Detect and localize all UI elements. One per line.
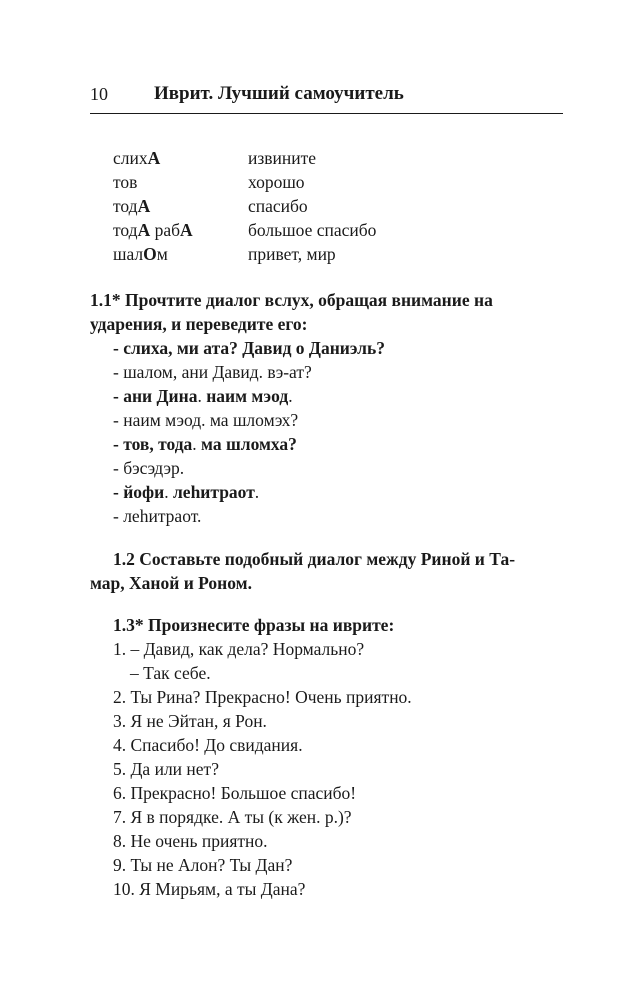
- text-run: - бэсэдэр.: [113, 458, 185, 478]
- vocab-row: [113, 170, 533, 194]
- running-title: Иврит. Лучший самоучитель: [154, 83, 404, 104]
- hebrew-term: [113, 242, 168, 266]
- text-run: раб: [150, 220, 181, 240]
- text-run: м: [156, 244, 168, 264]
- exercise-instruction: 1.2 Составьте подобный диалог между Риной и Та-: [113, 549, 516, 569]
- phrase-item: 8. Не очень приятно.: [113, 831, 268, 851]
- vocab-row: [113, 146, 533, 170]
- text-run: .: [197, 386, 207, 406]
- phrase-item: 7. Я в порядке. А ты (к жен. р.)?: [113, 807, 352, 827]
- phrase-item: 4. Спасибо! До свидания.: [113, 735, 303, 755]
- text-run: леһитраот: [172, 482, 255, 502]
- text-run: шал: [113, 244, 144, 264]
- dialog: [90, 336, 565, 528]
- exercise-instruction: мар, Ханой и Роном.: [90, 573, 252, 593]
- phrase-item: – Так себе.: [130, 663, 211, 683]
- text-run: А: [137, 220, 151, 240]
- exercise-1-2: [90, 547, 565, 595]
- text-run: тод: [113, 220, 138, 240]
- phrase-item: 5. Да или нет?: [113, 759, 219, 779]
- text-run: наим мэод: [206, 386, 289, 406]
- exercise-instruction: 1.1* Прочтите диалог вслух, обращая внимание на: [90, 290, 493, 310]
- vocab-row: [113, 218, 533, 242]
- page-header: [90, 84, 563, 112]
- russian-gloss: хорошо: [248, 172, 305, 192]
- dialog-line: [90, 360, 565, 384]
- vocabulary-list: [113, 146, 533, 266]
- exercise-instruction: ударения, и переведите его:: [90, 314, 308, 334]
- text-run: .: [288, 386, 293, 406]
- phrase-list: [90, 637, 565, 901]
- vocab-row: [113, 242, 533, 266]
- text-run: слих: [113, 148, 148, 168]
- text-run: .: [254, 482, 260, 502]
- exercise-1-1: [90, 288, 565, 528]
- text-run: тод: [113, 196, 138, 216]
- text-run: А: [180, 220, 193, 240]
- page-number: 10: [90, 84, 108, 104]
- vocab-row: [113, 194, 533, 218]
- text-run: - леһитраот.: [113, 506, 202, 526]
- text-run: - шалом, ани Давид. вэ-ат?: [113, 362, 312, 382]
- text-run: - йофи: [113, 482, 165, 502]
- dialog-line: [90, 504, 565, 528]
- hebrew-term: [113, 218, 193, 242]
- phrase-item: 2. Ты Рина? Прекрасно! Очень приятно.: [113, 687, 412, 707]
- text-run: - ани Дина: [113, 386, 198, 406]
- dialog-line: [90, 456, 565, 480]
- russian-gloss: большое спасибо: [248, 220, 377, 240]
- text-run: .: [192, 434, 202, 454]
- text-run: - тов, тода: [113, 434, 193, 454]
- hebrew-term: [113, 170, 137, 194]
- russian-gloss: спасибо: [248, 196, 308, 216]
- exercise-title: 1.3* Произнесите фразы на иврите:: [113, 615, 395, 635]
- dialog-line: [90, 336, 565, 360]
- text-run: А: [137, 196, 151, 216]
- phrase-item: 1. – Давид, как дела? Нормально?: [113, 639, 365, 659]
- dialog-line: [90, 384, 565, 408]
- dialog-line: [90, 480, 565, 504]
- text-run: - наим мэод. ма шломэх?: [113, 410, 299, 430]
- phrase-item: 6. Прекрасно! Большое спасибо!: [113, 783, 357, 803]
- header-rule: [90, 113, 563, 114]
- text-run: О: [143, 244, 157, 264]
- russian-gloss: привет, мир: [248, 244, 336, 264]
- text-run: ма шломха?: [201, 434, 297, 454]
- hebrew-term: [113, 194, 150, 218]
- dialog-line: [90, 408, 565, 432]
- phrase-item: 9. Ты не Алон? Ты Дан?: [113, 855, 293, 875]
- phrase-item: 3. Я не Эйтан, я Рон.: [113, 711, 267, 731]
- text-run: - слиха, ми ата? Давид о Даниэль?: [113, 338, 385, 358]
- text-run: .: [164, 482, 173, 502]
- dialog-line: [90, 432, 565, 456]
- text-run: тов: [113, 172, 138, 192]
- russian-gloss: извините: [248, 148, 317, 168]
- exercise-1-3: [90, 613, 565, 901]
- text-run: А: [147, 148, 161, 168]
- phrase-item: 10. Я Мирьям, а ты Дана?: [113, 879, 306, 899]
- hebrew-term: [113, 146, 160, 170]
